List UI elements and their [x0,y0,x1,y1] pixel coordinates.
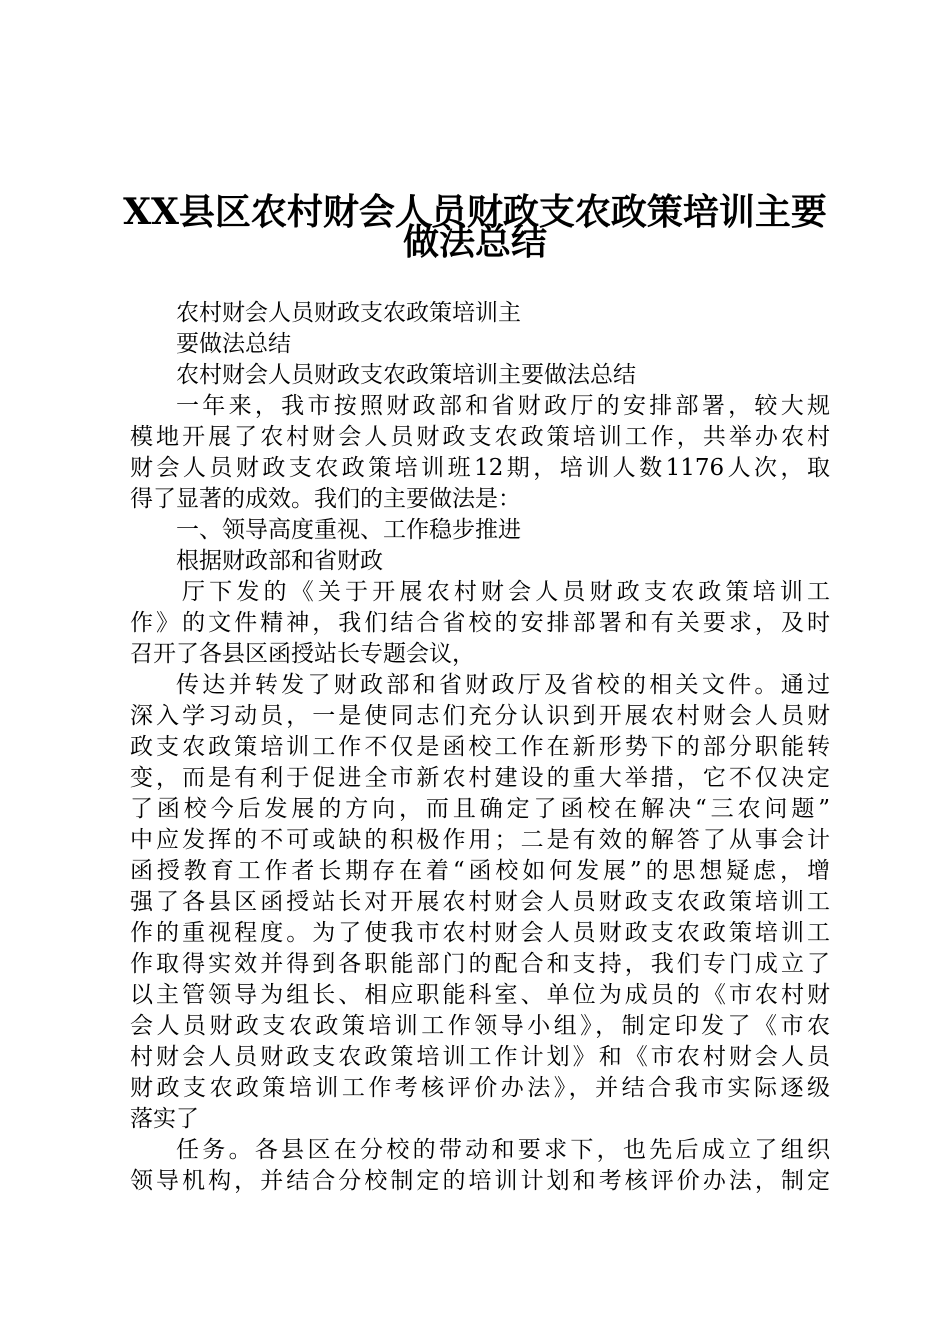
text-line: 根据财政部和省财政 [176,548,383,574]
text-line: 以主管领导为组长、相应职能科室、单位为成员的《市农村财 [130,982,830,1008]
text-line: 作》的文件精神，我们结合省校的安排部署和有关要求，及时 [130,610,830,636]
document-body [130,298,830,1197]
text-line: 农村财会人员财政支农政策培训主要做法总结 [176,362,636,388]
text-line: 一年来，我市按照财政部和省财政厅的安排部署，较大规 [176,393,830,419]
text-line: 深入学习动员，一是使同志们充分认识到开展农村财会人员财 [130,703,830,729]
text-line: 作的重视程度。为了使我市农村财会人员财政支农政策培训工 [130,920,830,946]
text-line: 财会人员财政支农政策培训班12期，培训人数1176人次，取 [130,455,830,481]
text-line: 村财会人员财政支农政策培训工作计划》和《市农村财会人员 [130,1044,830,1070]
text-line: 模地开展了农村财会人员财政支农政策培训工作，共举办农村 [130,424,830,450]
text-line: 财政支农政策培训工作考核评价办法》，并结合我市实际逐级 [130,1075,830,1101]
text-line: 召开了各县区函授站长专题会议， [130,641,475,667]
text-line: 会人员财政支农政策培训工作领导小组》，制定印发了《市农 [130,1013,830,1039]
text-line: 厅下发的《关于开展农村财会人员财政支农政策培训工 [182,579,830,605]
text-line: 要做法总结 [176,331,291,357]
text-line: 落实了 [130,1106,199,1132]
document-title-line-2: 做法总结 [402,221,547,263]
text-line: 政支农政策培训工作不仅是函校工作在新形势下的部分职能转 [130,734,830,760]
text-line: 得了显著的成效。我们的主要做法是： [130,486,521,512]
text-line: 任务。各县区在分校的带动和要求下，也先后成立了组织 [176,1137,830,1163]
text-line: 作取得实效并得到各职能部门的配合和支持，我们专门成立了 [130,951,830,977]
text-line: 领导机构，并结合分校制定的培训计划和考核评价办法，制定 [130,1168,830,1194]
text-line: 农村财会人员财政支农政策培训主 [176,300,521,326]
text-line: 了函校今后发展的方向，而且确定了函校在解决“三农问题” [130,796,830,822]
text-line: 函授教育工作者长期存在着“函校如何发展”的思想疑虑，增 [130,858,830,884]
text-line: 传达并转发了财政部和省财政厅及省校的相关文件。通过 [176,672,830,698]
text-line: 强了各县区函授站长对开展农村财会人员财政支农政策培训工 [130,889,830,915]
document-title-line-1: XX县区农村财会人员财政支农政策培训主要 [123,191,827,233]
text-line: 变，而是有利于促进全市新农村建设的重大举措，它不仅决定 [130,765,830,791]
text-line: 中应发挥的不可或缺的积极作用；二是有效的解答了从事会计 [130,827,830,853]
section-heading: 一、领导高度重视、工作稳步推进 [176,517,521,543]
